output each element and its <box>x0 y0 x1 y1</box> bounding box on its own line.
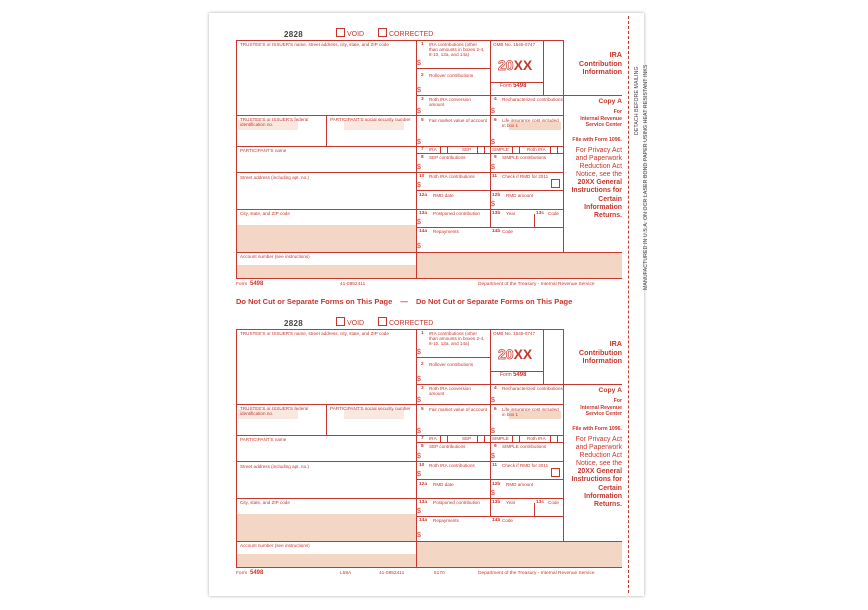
city-label: City, state, and ZIP code <box>240 500 290 505</box>
for-line-3: Service Center <box>585 122 622 128</box>
box2-dollar: $ <box>417 87 421 94</box>
void-box[interactable] <box>336 28 345 37</box>
grid-line <box>236 252 622 253</box>
grid-line <box>563 329 564 541</box>
box8-label: SEP contributions <box>429 155 466 160</box>
box14a-number: 14a <box>419 518 428 523</box>
grid-line <box>416 461 563 462</box>
form-5498-bottom <box>236 316 622 586</box>
box7-roth-check[interactable] <box>550 435 558 443</box>
privacy-notice <box>562 147 622 220</box>
form-word: Form <box>500 83 512 89</box>
title-line-2: Contribution <box>578 58 622 68</box>
notice-line-2: and Paperwork <box>575 155 622 163</box>
grid-line <box>236 329 564 330</box>
box1-dollar: $ <box>417 349 421 356</box>
void-box[interactable] <box>336 317 345 326</box>
corrected-label: CORRECTED <box>389 320 434 327</box>
copy-label: Copy A <box>598 387 622 394</box>
grid-line <box>416 442 563 443</box>
notice-bold-5: Returns. <box>594 500 622 508</box>
account-label: Account number (see instructions) <box>240 543 310 548</box>
box2-label: Rollover contributions <box>429 362 474 367</box>
file-with: File with Form 1096. <box>572 426 622 432</box>
for-line-2: Internal Revenue <box>580 115 622 122</box>
box5-dollar: $ <box>417 428 421 435</box>
box9-number: 9 <box>494 444 497 449</box>
shade-bottom-right <box>416 252 622 278</box>
grid-line <box>236 209 416 210</box>
form-code: 2828 <box>284 319 303 328</box>
box7-simple-check[interactable] <box>512 435 520 443</box>
box3-number: 3 <box>421 386 424 391</box>
notice-bold-2: Instructions for <box>571 476 622 484</box>
box6-dollar: $ <box>491 428 495 435</box>
trustee-name-label: TRUSTEE'S or ISSUER'S name, street address, city, state, and ZIP code <box>240 331 389 336</box>
box5-label: Fair market value of account <box>429 118 487 123</box>
form-number-label <box>500 84 526 89</box>
box9-dollar: $ <box>491 164 495 171</box>
grid-line <box>543 329 544 384</box>
copy-label: Copy A <box>598 98 622 105</box>
grid-line <box>236 498 416 499</box>
detach-text: DETACH BEFORE MAILING <box>634 66 640 135</box>
box12b-number: 12b <box>492 482 501 487</box>
box14a-label: Repayments <box>433 229 459 234</box>
box9-label: SIMPLE contributions <box>502 155 547 160</box>
box7-ira-check[interactable] <box>440 146 448 154</box>
box9-number: 9 <box>494 155 497 160</box>
footer-cat: 41-0852411 <box>379 571 405 576</box>
box7-roth-check[interactable] <box>550 146 558 154</box>
box10-dollar: $ <box>417 182 421 189</box>
notice-bold-1: 20XX General <box>577 468 622 476</box>
box8-dollar: $ <box>417 453 421 460</box>
box13a-label: Postponed contribution <box>433 211 480 216</box>
grid-line <box>543 40 544 95</box>
box12b-label: RMD amount <box>506 193 534 198</box>
box8-number: 8 <box>421 444 424 449</box>
void-checkbox[interactable] <box>336 317 364 327</box>
box1-dollar: $ <box>417 60 421 67</box>
box13a-label: Postponed contribution <box>433 500 480 505</box>
title-line-3: Information <box>582 356 622 365</box>
box11-label: Check if RMD for 2011 <box>502 174 549 179</box>
form-title <box>566 51 622 77</box>
do-not-cut-banner <box>236 297 622 306</box>
box6-label: Life insurance cost included in box 1 <box>502 118 559 128</box>
for-line-1: For <box>613 398 622 404</box>
form-footer <box>236 282 622 292</box>
box3-dollar: $ <box>417 397 421 404</box>
title-line-2: Contribution <box>578 347 622 357</box>
box3-label: Roth IRA conversion amount <box>429 97 471 107</box>
form-code: 2828 <box>284 30 303 39</box>
box6-label: Life insurance cost included in box 1 <box>502 407 559 417</box>
box2-label: Rollover contributions <box>429 73 474 78</box>
year-prefix: 20 <box>498 57 514 73</box>
grid-line <box>534 503 535 516</box>
notice-bold-3: Certain <box>598 484 622 492</box>
shade-left <box>236 514 416 542</box>
grid-line <box>236 172 416 173</box>
box13c-label: Code <box>548 211 559 216</box>
participant-name-label: PARTICIPANT'S name <box>240 437 287 442</box>
grid-line <box>416 95 622 96</box>
box4-number: 4 <box>494 386 497 391</box>
notice-line-4: Notice, see the <box>576 171 622 179</box>
box5-number: 5 <box>421 118 424 123</box>
grid-line <box>416 190 563 191</box>
box7-simple: SIMPLE <box>492 436 509 441</box>
box9-dollar: $ <box>491 453 495 460</box>
box14a-label: Repayments <box>433 518 459 523</box>
corrected-label: CORRECTED <box>389 31 434 38</box>
box7-sep: SEP <box>462 147 472 152</box>
box1-number: 1 <box>421 331 424 336</box>
box14b-label: Code <box>502 229 513 234</box>
grid-line <box>236 461 416 462</box>
city-label: City, state, and ZIP code <box>240 211 290 216</box>
box14b-number: 14b <box>492 518 501 523</box>
box7-sep-check[interactable] <box>477 146 485 154</box>
for-irs <box>562 109 622 129</box>
notice-line-3: Reduction Act <box>579 452 622 460</box>
privacy-notice <box>562 436 622 509</box>
perforation-line <box>628 16 629 593</box>
grid-line <box>416 227 563 228</box>
participant-ssn-label: PARTICIPANT'S social security number <box>330 117 411 122</box>
grid-line <box>416 209 563 210</box>
do-not-cut-right: Do Not Cut or Separate Forms on This Page <box>415 297 573 306</box>
tax-year <box>498 346 532 362</box>
box7-simple: SIMPLE <box>492 147 509 152</box>
box2-number: 2 <box>421 73 424 78</box>
box4-dollar: $ <box>491 108 495 115</box>
for-line-1: For <box>613 109 622 115</box>
box13b-label: Year <box>506 211 516 216</box>
box13a-dollar: $ <box>417 508 421 515</box>
box13b-number: 13b <box>492 211 501 216</box>
box10-number: 10 <box>419 463 425 468</box>
box1-label: IRA contributions (other than amounts in boxes 2-4, 8-10, 13a, and 14a) <box>429 42 485 57</box>
footer-code2: 5170 <box>434 571 445 576</box>
corrected-box[interactable] <box>378 28 387 37</box>
box4-label: Recharacterized contributions <box>502 386 563 391</box>
omb-number: OMB No. 1545-0747 <box>493 42 536 47</box>
grid-line <box>236 40 237 278</box>
box7-sep: SEP <box>462 436 472 441</box>
trustee-name-label: TRUSTEE'S or ISSUER'S name, street address, city, state, and ZIP code <box>240 42 389 47</box>
box3-dollar: $ <box>417 108 421 115</box>
box10-label: Roth IRA contributions <box>429 174 475 179</box>
box14b-label: Code <box>502 518 513 523</box>
corrected-checkbox[interactable] <box>378 317 433 327</box>
participant-ssn-label: PARTICIPANT'S social security number <box>330 406 411 411</box>
form-word: Form <box>500 372 512 378</box>
street-label: Street address (including apt. no.) <box>240 175 309 180</box>
notice-bold-4: Information <box>584 203 622 211</box>
box11-check[interactable] <box>551 468 560 477</box>
grid-line <box>534 214 535 227</box>
box14a-number: 14a <box>419 229 428 234</box>
box12b-label: RMD amount <box>506 482 534 487</box>
box5-number: 5 <box>421 407 424 412</box>
trustee-tin-label: TRUSTEE'S or ISSUER'S federal identification no. <box>240 117 309 127</box>
notice-line-1: For Privacy Act <box>575 147 622 154</box>
box12a-number: 12a <box>419 193 428 198</box>
for-line-3: Service Center <box>585 411 622 417</box>
notice-bold-2: Instructions for <box>571 187 622 195</box>
box2-dollar: $ <box>417 376 421 383</box>
grid-line <box>490 40 491 227</box>
box6-number: 6 <box>494 407 497 412</box>
grid-line <box>416 172 563 173</box>
notice-bold-1: 20XX General <box>577 179 622 187</box>
box8-label: SEP contributions <box>429 444 466 449</box>
box10-dollar: $ <box>417 471 421 478</box>
notice-bold-3: Certain <box>598 195 622 203</box>
box13b-label: Year <box>506 500 516 505</box>
box7-roth: Roth IRA <box>527 147 546 152</box>
box7-ira: IRA <box>429 436 437 441</box>
box1-label: IRA contributions (other than amounts in boxes 2-4, 8-10, 13a, and 14a) <box>429 331 485 346</box>
box7-ira: IRA <box>429 147 437 152</box>
box13a-number: 13a <box>419 500 428 505</box>
box13a-dollar: $ <box>417 219 421 226</box>
footer-code1: L58A <box>340 571 352 576</box>
box7-roth: Roth IRA <box>527 436 546 441</box>
notice-line-4: Notice, see the <box>576 460 622 468</box>
grid-line <box>236 329 237 567</box>
void-label: VOID <box>347 31 365 38</box>
box10-label: Roth IRA contributions <box>429 463 475 468</box>
box7-ira-check[interactable] <box>440 435 448 443</box>
grid-line <box>236 278 622 279</box>
form-5498-top <box>236 27 622 297</box>
box12b-dollar: $ <box>491 201 495 208</box>
footer-cat: 41-0852411 <box>340 282 366 287</box>
grid-line <box>236 404 563 405</box>
box14a-dollar: $ <box>417 532 421 539</box>
grid-line <box>326 404 327 435</box>
form-number-label <box>500 373 526 378</box>
for-irs <box>562 398 622 418</box>
box12a-label: RMD date <box>433 482 454 487</box>
grid-line <box>490 329 491 516</box>
box11-label: Check if RMD for 2011 <box>502 463 549 468</box>
title-line-3: Information <box>582 67 622 76</box>
void-checkbox[interactable] <box>336 28 364 38</box>
form-number: 5498 <box>513 83 527 89</box>
shade-account <box>236 554 416 567</box>
box13c-number: 13c <box>536 500 545 505</box>
notice-line-2: and Paperwork <box>575 444 622 452</box>
box3-number: 3 <box>421 97 424 102</box>
shade-bottom-right <box>416 541 622 567</box>
for-line-2: Internal Revenue <box>580 404 622 411</box>
shade-account <box>236 265 416 278</box>
corrected-box[interactable] <box>378 317 387 326</box>
box7-number: 7 <box>421 147 424 152</box>
notice-line-1: For Privacy Act <box>575 436 622 443</box>
year-prefix: 20 <box>498 346 514 362</box>
file-with: File with Form 1096. <box>572 137 622 143</box>
footer-number: 5498 <box>250 570 264 576</box>
box1-number: 1 <box>421 42 424 47</box>
notice-bold-5: Returns. <box>594 211 622 219</box>
participant-name-label: PARTICIPANT'S name <box>240 148 287 153</box>
box11-number: 11 <box>492 174 498 179</box>
grid-line <box>416 357 490 358</box>
box6-number: 6 <box>494 118 497 123</box>
void-label: VOID <box>347 320 365 327</box>
box5-label: Fair market value of account <box>429 407 487 412</box>
corrected-checkbox[interactable] <box>378 28 433 38</box>
shade-left <box>236 225 416 253</box>
box11-check[interactable] <box>551 179 560 188</box>
tax-year <box>498 57 532 73</box>
grid-line <box>236 541 622 542</box>
box5-dollar: $ <box>417 139 421 146</box>
footer-dept: Department of the Treasury - Internal Revenue Service <box>478 282 595 287</box>
footer-dept: Department of the Treasury - Internal Revenue Service <box>478 571 595 576</box>
grid-line <box>326 115 327 146</box>
box4-label: Recharacterized contributions <box>502 97 563 102</box>
box13c-number: 13c <box>536 211 545 216</box>
box8-dollar: $ <box>417 164 421 171</box>
box11-number: 11 <box>492 463 498 468</box>
notice-line-3: Reduction Act <box>579 163 622 171</box>
box7-sep-check[interactable] <box>477 435 485 443</box>
grid-line <box>416 479 563 480</box>
year-suffix: XX <box>513 346 533 362</box>
box13c-label: Code <box>548 500 559 505</box>
grid-line <box>236 40 564 41</box>
form-footer <box>236 571 622 581</box>
grid-line <box>236 115 563 116</box>
box12b-number: 12b <box>492 193 501 198</box>
footer-form: Form <box>236 282 248 287</box>
form-number: 5498 <box>513 372 527 378</box>
manufactured-text: MANUFACTURED IN U.S.A. ON OCR LASER BOND PAPER USING HEAT RESISTANT INKS <box>643 64 649 290</box>
box4-dollar: $ <box>491 397 495 404</box>
omb-number: OMB No. 1545-0747 <box>493 331 536 336</box>
form-title <box>566 340 622 366</box>
box9-label: SIMPLE contributions <box>502 444 547 449</box>
trustee-tin-label: TRUSTEE'S or ISSUER'S federal identification no. <box>240 406 309 416</box>
title-line-1: IRA <box>609 50 622 59</box>
grid-line <box>416 68 490 69</box>
box13b-number: 13b <box>492 500 501 505</box>
grid-line <box>416 153 563 154</box>
box13a-number: 13a <box>419 211 428 216</box>
box12a-number: 12a <box>419 482 428 487</box>
grid-line <box>416 384 622 385</box>
box3-label: Roth IRA conversion amount <box>429 386 471 396</box>
footer-form: Form <box>236 571 248 576</box>
do-not-cut-dash: — <box>400 297 408 306</box>
do-not-cut-left: Do Not Cut or Separate Forms on This Page <box>236 297 393 306</box>
box7-simple-check[interactable] <box>512 146 520 154</box>
account-label: Account number (see instructions) <box>240 254 310 259</box>
notice-bold-4: Information <box>584 492 622 500</box>
box8-number: 8 <box>421 155 424 160</box>
box7-number: 7 <box>421 436 424 441</box>
grid-line <box>236 567 622 568</box>
box12b-dollar: $ <box>491 490 495 497</box>
box4-number: 4 <box>494 97 497 102</box>
grid-line <box>416 498 563 499</box>
footer-number: 5498 <box>250 281 264 287</box>
box12a-label: RMD date <box>433 193 454 198</box>
street-label: Street address (including apt. no.) <box>240 464 309 469</box>
box6-dollar: $ <box>491 139 495 146</box>
box14a-dollar: $ <box>417 243 421 250</box>
box14b-number: 14b <box>492 229 501 234</box>
grid-line <box>416 516 563 517</box>
box2-number: 2 <box>421 362 424 367</box>
title-line-1: IRA <box>609 339 622 348</box>
grid-line <box>563 40 564 252</box>
box10-number: 10 <box>419 174 425 179</box>
year-suffix: XX <box>513 57 533 73</box>
